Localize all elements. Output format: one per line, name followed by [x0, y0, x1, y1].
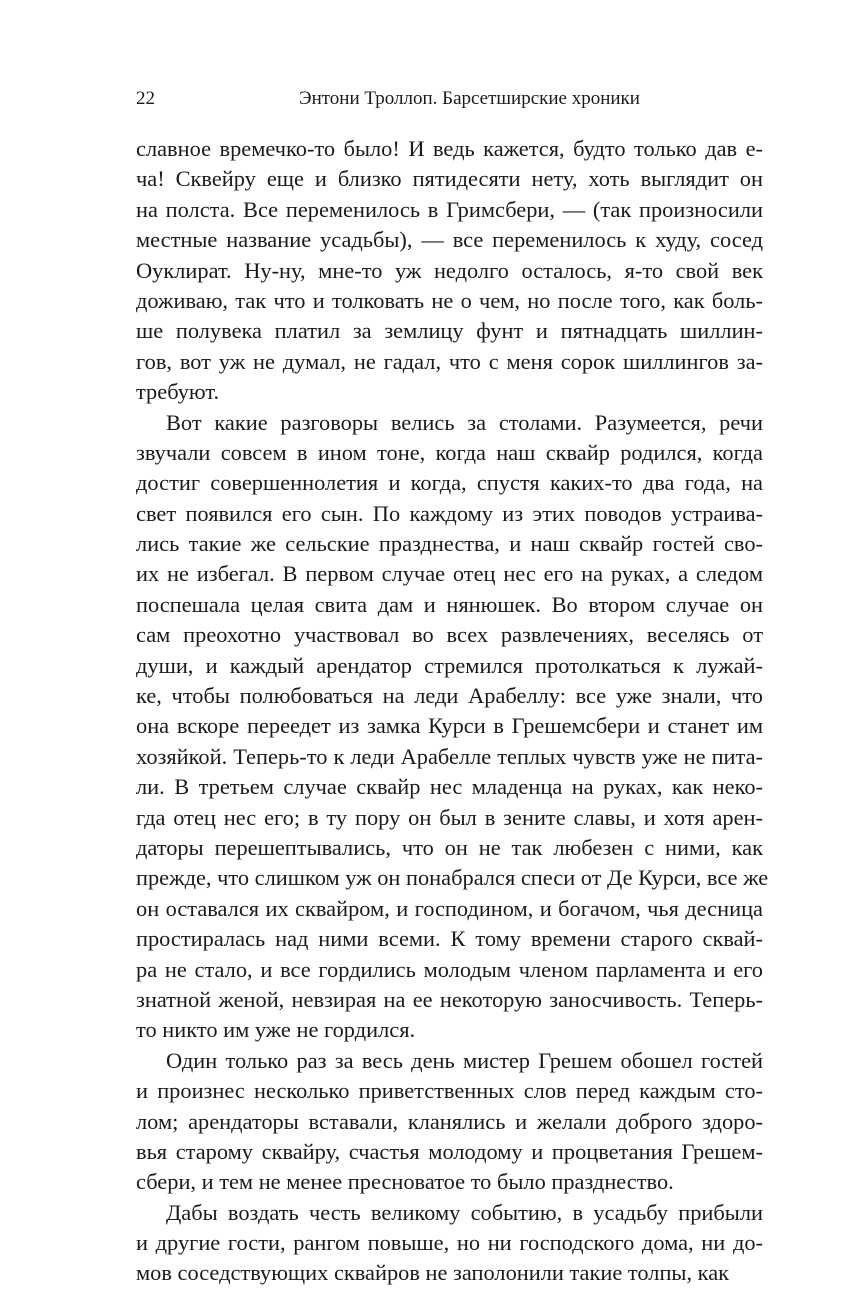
text-line: требуют.	[136, 379, 220, 405]
text-line: и другие гости, рангом повыше, но ни господского дома, ни до-	[136, 1230, 763, 1256]
text-line: сбери, и тем не менее пресноватое то было празднество.	[136, 1169, 674, 1195]
text-line: ше полувека платил за землицу фунт и пятнадцать шиллин-	[136, 318, 763, 344]
text-line: вья старому сквайру, счастья молодому и процветания Грешем-	[136, 1138, 763, 1164]
text-line: Вот какие разговоры велись за столами. Разумеется, речи	[166, 409, 763, 435]
paragraph	[136, 1198, 763, 1289]
paragraph	[136, 134, 763, 408]
text-line: Оуклират. Ну-ну, мне-то уж недолго осталось, я-то свой век	[136, 257, 763, 283]
body-text	[136, 134, 769, 1289]
running-title: Энтони Троллоп. Барсетширские хроники	[299, 88, 640, 109]
text-line: ра не стало, и все гордились молодым членом парламента и его	[136, 956, 763, 982]
text-line: души, и каждый арендатор стремился протолкаться к лужай-	[136, 652, 763, 678]
text-line: прежде, что слишком уж он понабрался спеси от Де Курси, все же	[136, 865, 769, 891]
text-line: то никто им уже не гордился.	[136, 1017, 416, 1043]
text-line: свет появился его сын. По каждому из этих поводов устраива-	[136, 500, 763, 526]
text-line: гов, вот уж не думал, не гадал, что с меня сорок шиллингов за-	[136, 348, 763, 374]
paragraph	[136, 1046, 763, 1198]
text-line: сам преохотно участвовал во всех развлечениях, веселясь от	[136, 622, 763, 648]
text-line: ли. В третьем случае сквайр нес младенца на руках, как неко-	[136, 774, 763, 800]
page-number: 22	[136, 88, 155, 109]
text-line: Дабы воздать честь великому событию, в усадьбу прибыли	[166, 1199, 763, 1225]
text-line: доживаю, так что и толковать не о чем, но после того, как боль-	[136, 287, 763, 313]
text-line: и произнес несколько приветственных слов перед каждым сто-	[136, 1078, 763, 1104]
text-line: она вскоре переедет из замка Курси в Грешемсбери и станет им	[136, 713, 763, 739]
text-line: лом; арендаторы вставали, кланялись и желали доброго здоро-	[136, 1108, 763, 1134]
text-line: достиг совершеннолетия и когда, спустя каких-то два года, на	[136, 470, 763, 496]
text-line: ке, чтобы полюбоваться на леди Арабеллу: все уже знали, что	[136, 683, 763, 709]
text-line: Один только раз за весь день мистер Грешем обошел гостей	[166, 1047, 763, 1073]
text-line: звучали совсем в ином тоне, когда наш сквайр родился, когда	[136, 439, 763, 465]
text-line: поспешала целая свита дам и нянюшек. Во втором случае он	[136, 591, 763, 617]
text-line: ча! Сквейру еще и близко пятидесяти нету, хоть выглядит он	[136, 166, 763, 192]
text-line: мов соседствующих сквайров не заполонили такие толпы, как	[136, 1260, 730, 1286]
text-line: местные название усадьбы), — все переменилось к худу, сосед	[136, 227, 763, 253]
running-head	[136, 84, 763, 114]
text-line: он оставался их сквайром, и господином, и богачом, чья десница	[136, 895, 763, 921]
text-line: гда отец нес его; в ту пору он был в зените славы, и хотя арен-	[136, 804, 763, 830]
text-line: хозяйкой. Теперь-то к леди Арабелле теплых чувств уже не пита-	[136, 743, 763, 769]
text-line: простиралась над ними всеми. К тому времени старого сквай-	[136, 926, 763, 952]
text-line: лись такие же сельские празднества, и наш сквайр гостей сво-	[136, 531, 763, 557]
paragraph	[136, 408, 769, 1046]
text-line: на полста. Все переменилось в Гримсбери, — (так произносили	[136, 196, 763, 222]
text-line: знатной женой, невзирая на ее некоторую заносчивость. Теперь-	[136, 986, 763, 1012]
text-line: даторы перешептывались, что он не так любезен с ними, как	[136, 834, 763, 860]
text-line: их не избегал. В первом случае отец нес его на руках, а следом	[136, 561, 763, 587]
text-line: славное времечко-то было! И ведь кажется, будто только дав е-	[136, 136, 763, 161]
